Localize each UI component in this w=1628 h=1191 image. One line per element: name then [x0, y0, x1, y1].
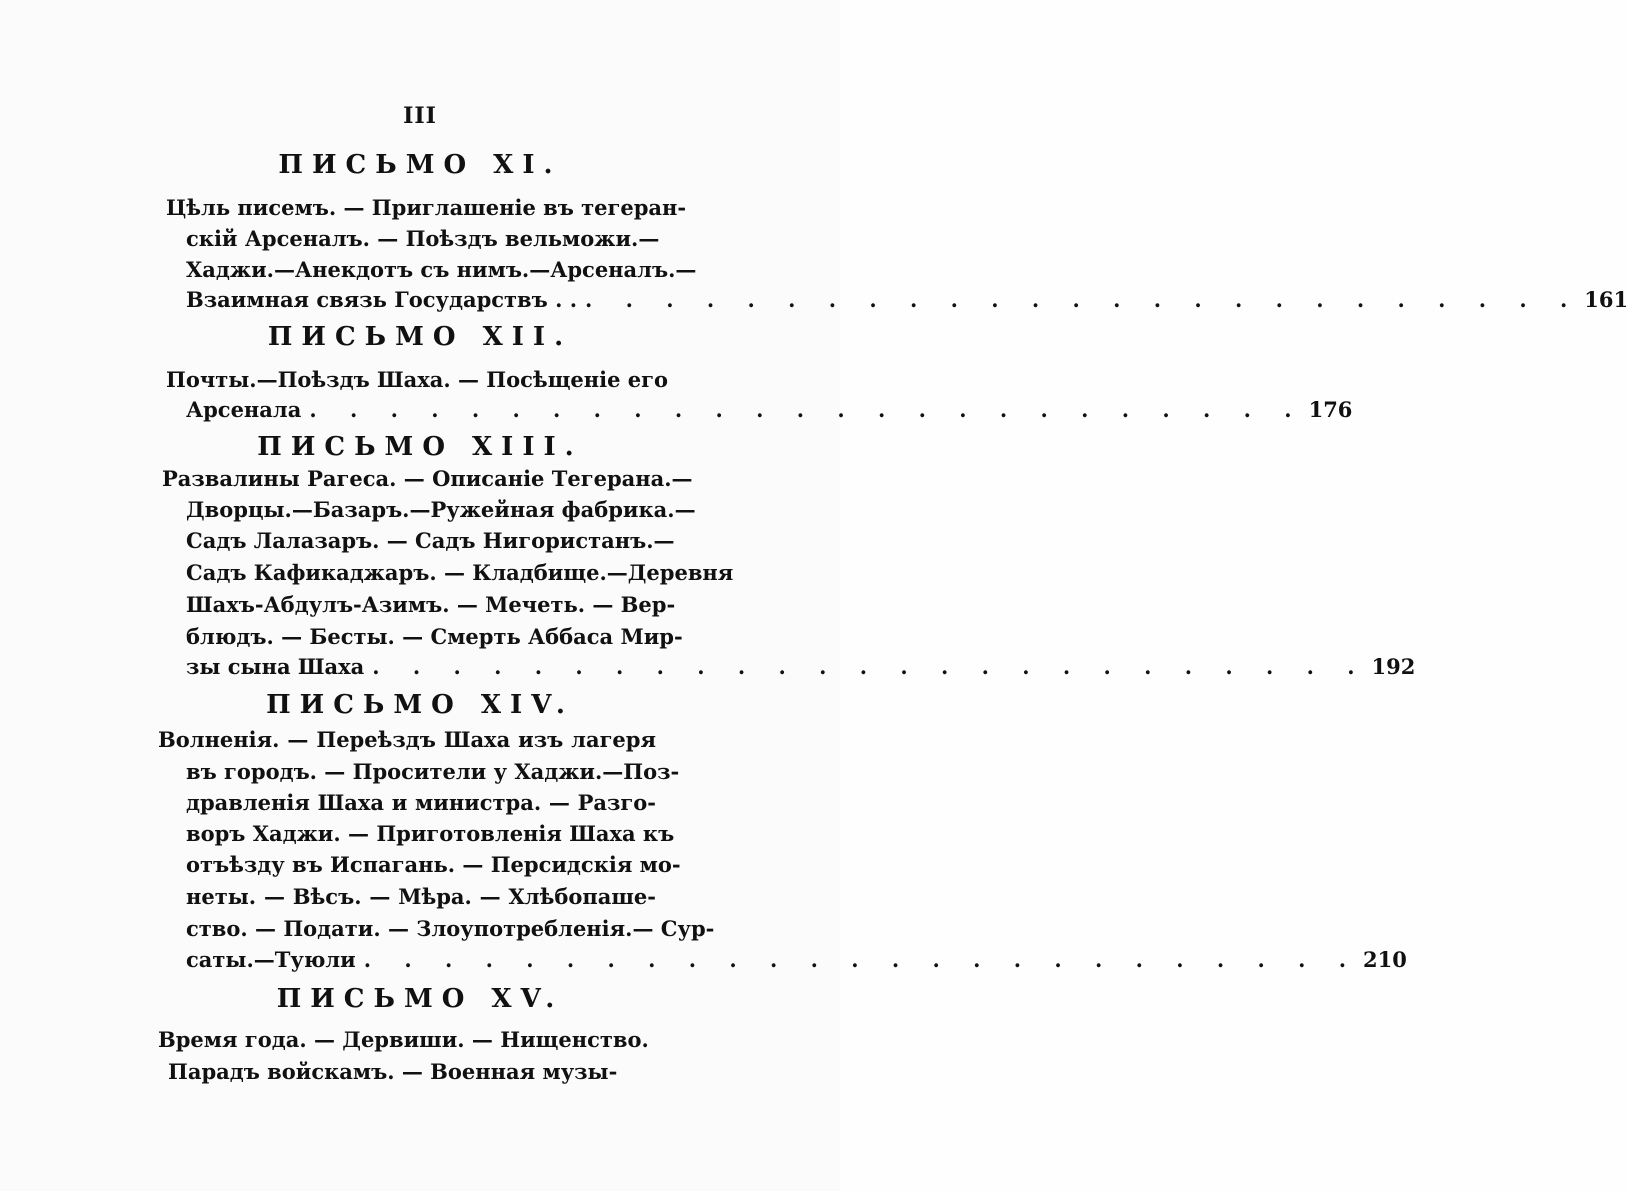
- letter-xiii-line-1: Развалины Рагеса. — Описаніе Тегерана.—: [162, 466, 693, 491]
- letter-xv-line-2: Парадъ войскамъ. — Военная музы-: [168, 1059, 618, 1084]
- letter-xiii-line-5: Шахъ-Абдулъ-Азимъ. — Мечеть. — Вер-: [186, 592, 676, 617]
- letter-xiv-line-4: воръ Хаджи. — Приготовленія Шаха къ: [186, 821, 675, 846]
- letter-xii-heading: ПИСЬМО XII.: [267, 322, 573, 352]
- letter-xiv-line-3: дравленія Шаха и министра. — Разго-: [186, 790, 656, 815]
- letter-xiv-line-2: въ городъ. — Просители у Хаджи.—Поз-: [186, 759, 680, 784]
- letter-xii-last-line: Арсенала: [186, 397, 302, 422]
- page-number: III: [403, 103, 437, 129]
- letter-xiii-heading: ПИСЬМО XIII.: [257, 432, 583, 462]
- letter-xii-page-ref: 176: [1308, 397, 1353, 422]
- dot-leader: . . . . . . . . . . . . . . . . . . . . . . . . .: [309, 397, 1305, 422]
- letter-xi-page-ref: 161: [1584, 287, 1628, 312]
- letter-xiii-line-6: блюдъ. — Бесты. — Смерть Аббаса Мир-: [186, 624, 683, 649]
- letter-xiv-line-1: Волненія. — Переѣздъ Шаха изъ лагеря: [158, 727, 656, 752]
- letter-xiv-line-5: отъѣзду въ Испагань. — Персидскія мо-: [186, 852, 681, 877]
- letter-xi-last-line: Взаимная связь Государствъ . .: [186, 287, 578, 312]
- letter-xiii-line-3: Садъ Лалазаръ. — Садъ Нигористанъ.—: [186, 528, 675, 553]
- letter-xiii-line-2: Дворцы.—Базаръ.—Ружейная фабрика.—: [186, 497, 696, 522]
- letter-xiii-toc-entry: [186, 652, 1416, 682]
- dot-leader: . . . . . . . . . . . . . . . . . . . . . . . . .: [372, 654, 1368, 679]
- letter-xiv-line-7: ство. — Подати. — Злоупотребленія.— Сур-: [186, 916, 715, 941]
- letter-xiii-last-line: зы сына Шаха: [186, 654, 365, 679]
- letter-xv-line-1: Время года. — Дервиши. — Нищенство.: [158, 1027, 649, 1052]
- letter-xi-heading: ПИСЬМО XI.: [278, 150, 562, 180]
- dot-leader: . . . . . . . . . . . . . . . . . . . . . . . . .: [363, 947, 1360, 972]
- letter-xiv-heading: ПИСЬМО XIV.: [266, 690, 574, 720]
- letter-xii-toc-entry: [186, 395, 1353, 425]
- letter-xi-line-2: скій Арсеналъ. — Поѣздъ вельможи.—: [186, 226, 660, 251]
- letter-xiv-line-6: неты. — Вѣсъ. — Мѣра. — Хлѣбопаше-: [186, 884, 656, 909]
- letter-xii-line-1: Почты.—Поѣздъ Шаха. — Посѣщеніе его: [166, 367, 669, 392]
- letter-xiv-last-line: саты.—Туюли: [186, 947, 356, 972]
- letter-xiii-line-4: Садъ Кафикаджаръ. — Кладбище.—Деревня: [186, 560, 734, 585]
- letter-xi-line-1: Цѣль писемъ. — Приглашеніе въ тегеран-: [166, 195, 687, 220]
- letter-xi-toc-entry: [186, 285, 1628, 315]
- letter-xv-heading: ПИСЬМО XV.: [276, 984, 564, 1014]
- letter-xiv-page-ref: 210: [1363, 947, 1407, 972]
- letter-xiii-page-ref: 192: [1371, 654, 1416, 679]
- letter-xiv-toc-entry: [186, 945, 1407, 975]
- letter-xi-line-3: Хаджи.—Анекдотъ съ нимъ.—Арсеналъ.—: [186, 257, 697, 282]
- dot-leader: . . . . . . . . . . . . . . . . . . . . . . . . .: [585, 287, 1581, 312]
